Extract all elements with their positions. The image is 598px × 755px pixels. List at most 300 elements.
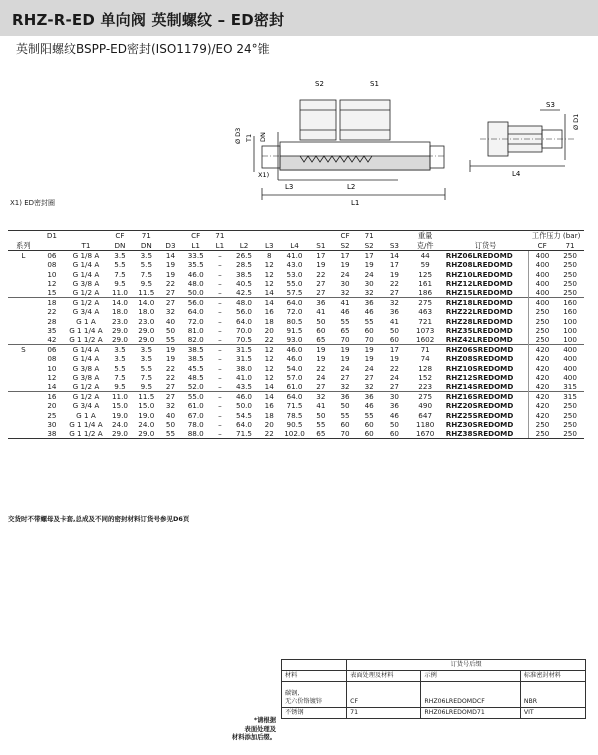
cell-s2-cf: 24	[340, 363, 350, 373]
cell-weight: 463	[418, 307, 433, 317]
col-order-no: 订货号	[443, 240, 529, 251]
cell-l1-71: –	[218, 288, 222, 298]
cell-s2-71: 60	[364, 419, 374, 429]
cell-t1: G 3/4 A	[72, 307, 100, 317]
cell-dn-71: 7.5	[140, 269, 153, 279]
cell-t1: G 1/2 A	[65, 298, 107, 308]
cell-d1: 35	[47, 325, 57, 335]
cell-s3: 36	[389, 307, 399, 317]
cell-weight: 490	[418, 401, 433, 411]
cell-s2-71: 70	[364, 335, 374, 345]
cell-pressure-cf: 250	[528, 307, 556, 316]
col-cf-l1-top: CF	[181, 231, 210, 241]
cell-l4: 78.5	[286, 410, 303, 420]
cell-l1-71: –	[218, 325, 222, 335]
cell-t1: G 1/4 A	[72, 269, 100, 279]
col-l1-71: L1	[210, 240, 230, 251]
cell-s1: 55	[316, 419, 326, 429]
col-l3: L3	[258, 240, 280, 251]
cell-d3: 50	[165, 419, 176, 429]
cell-weight: 1602	[416, 335, 435, 345]
cell-s1: 50	[316, 316, 326, 326]
label-s3: S3	[546, 101, 555, 109]
cell-l1-71: –	[210, 345, 230, 355]
cell-l1-cf: 38.5	[187, 354, 204, 364]
col-s2-71: S2	[357, 240, 381, 251]
cell-pressure-cf: 250	[528, 317, 556, 326]
col-cf-s2-top: CF	[333, 231, 357, 241]
cell-s2-cf: 24	[340, 269, 350, 279]
table-row	[8, 411, 584, 420]
cell-d3: 55	[159, 429, 181, 439]
cell-s1: 32	[309, 392, 333, 402]
cell-d1: 16	[39, 392, 65, 402]
label-x1: X1)	[258, 171, 270, 179]
cell-pressure-cf: 400	[528, 260, 556, 269]
cell-l1-71: –	[210, 298, 230, 308]
cell-t1: G 1/2 A	[72, 288, 100, 298]
cell-d3: 27	[159, 392, 181, 402]
cell-order-no: RHZ16SREDOMD	[443, 392, 529, 402]
cell-l3: 14	[258, 392, 280, 402]
cell-weight: 161	[418, 278, 433, 288]
cell-d3: 19	[165, 260, 176, 270]
cell-s1: 22	[316, 363, 326, 373]
cell-series	[8, 354, 39, 363]
cell-s2-71: 32	[364, 288, 374, 298]
cell-t1: G 1/8 A	[65, 251, 107, 261]
cell-s3: 41	[389, 316, 399, 326]
cell-l2: 56.0	[236, 307, 253, 317]
cell-s3: 17	[389, 260, 399, 270]
cell-pressure-cf: 420	[528, 364, 556, 373]
cell-weight: 44	[408, 251, 443, 261]
cell-l1-71: –	[218, 354, 222, 364]
cell-s2-cf: 36	[333, 392, 357, 402]
cell-s1: 41	[316, 401, 326, 411]
cell-s3: 19	[389, 269, 399, 279]
cell-l1-71: –	[218, 372, 222, 382]
cell-s1: 19	[309, 345, 333, 355]
cell-pressure-71: 160	[556, 298, 584, 308]
cell-s2-71: 32	[364, 382, 374, 392]
cell-s3: 60	[389, 335, 399, 345]
order-suffix-table	[281, 659, 586, 719]
cell-weight: 71	[408, 345, 443, 355]
cell-l2: 41.0	[236, 372, 253, 382]
order-header-material: 材料	[282, 671, 347, 682]
order-row-material: 不锈钢	[282, 708, 347, 719]
cell-order-no: RHZ12SREDOMD	[445, 372, 514, 382]
delivery-footnote: 交货时不带螺母及卡套,总成及不同的密封材料订货号参见D6页	[8, 515, 190, 523]
cell-s2-71: 17	[357, 251, 381, 261]
cell-weight: 1180	[416, 419, 435, 429]
cell-pressure-cf: 400	[528, 298, 556, 308]
cell-order-no: RHZ14SREDOMD	[445, 382, 514, 392]
table-row	[8, 345, 584, 355]
cell-pressure-cf: 400	[528, 270, 556, 279]
cell-weight: 186	[418, 288, 433, 298]
cell-s2-cf: 32	[340, 288, 350, 298]
cell-d3: 40	[165, 410, 176, 420]
cell-l1-cf: 46.0	[187, 269, 204, 279]
cell-l4: 46.0	[286, 354, 303, 364]
cell-d3: 22	[165, 278, 176, 288]
cell-l4: 90.5	[286, 419, 303, 429]
cell-s3: 36	[389, 401, 399, 411]
cell-dn-71: 23.0	[138, 316, 155, 326]
cell-pressure-cf: 250	[528, 326, 556, 335]
cell-pressure-71: 250	[556, 429, 584, 439]
cell-pressure-cf: 420	[528, 411, 556, 420]
order-row-example: RHZ06LREDOMD71	[421, 708, 520, 719]
cell-weight: 275	[408, 298, 443, 308]
cell-l4: 91.5	[286, 325, 303, 335]
cell-pressure-71: 400	[563, 372, 577, 382]
cell-l3: 12	[264, 354, 274, 364]
cell-s2-71: 36	[357, 392, 381, 402]
cell-s3: 46	[389, 410, 399, 420]
cell-d1: 22	[47, 307, 57, 317]
col-71-dn-top: 71	[133, 231, 159, 241]
cell-pressure-71: 400	[556, 345, 584, 355]
cell-dn-71: 29.0	[133, 429, 159, 439]
cell-l2: 48.0	[230, 298, 259, 308]
cell-pressure-71: 400	[563, 354, 577, 364]
cell-s1: 19	[316, 260, 326, 270]
cell-pressure-71: 100	[563, 335, 577, 345]
col-series: 系列	[8, 240, 39, 251]
cell-order-no: RHZ22LREDOMD	[445, 307, 513, 317]
cell-s2-cf: 19	[340, 354, 350, 364]
cell-pressure-71: 250	[563, 278, 577, 288]
cell-d1: 15	[47, 288, 57, 298]
cell-s3: 22	[389, 363, 399, 373]
cell-l4: 54.0	[286, 363, 303, 373]
cell-l1-cf: 55.0	[181, 392, 210, 402]
cell-order-no: RHZ10SREDOMD	[445, 363, 514, 373]
table-row	[8, 429, 584, 439]
cell-pressure-cf: 400	[528, 288, 556, 298]
cell-l2: 70.0	[236, 325, 253, 335]
order-row-seal: NBR	[520, 682, 585, 708]
order-row-example: RHZ06LREDOMDCF	[421, 682, 520, 708]
col-s2-cf: S2	[333, 240, 357, 251]
cell-series	[8, 307, 39, 316]
cell-pressure-71: 400	[563, 363, 577, 373]
cell-l4: 64.0	[280, 298, 309, 308]
col-s1: S1	[309, 240, 333, 251]
cell-d1: 12	[47, 278, 57, 288]
table-group	[8, 392, 584, 439]
cell-series	[8, 288, 39, 298]
cell-series	[8, 279, 39, 288]
cell-t1: G 1/4 A	[72, 260, 100, 270]
cell-dn-71: 3.5	[140, 354, 153, 364]
cell-l2: 46.0	[230, 392, 259, 402]
cell-l1-71: –	[210, 392, 230, 402]
cell-pressure-cf: 400	[528, 251, 556, 261]
cell-dn-cf: 14.0	[107, 298, 133, 308]
cell-t1: G 1 1/4 A	[69, 325, 103, 335]
cell-l1-71: –	[218, 382, 222, 392]
cell-l3: 20	[264, 419, 274, 429]
cell-d1: 14	[47, 382, 57, 392]
cell-series	[8, 392, 39, 402]
cell-t1: G 3/8 A	[72, 363, 100, 373]
cell-l3: 18	[264, 316, 274, 326]
cell-l3: 8	[258, 251, 280, 261]
cell-dn-71: 3.5	[133, 345, 159, 355]
cell-s1: 65	[316, 335, 326, 345]
cell-l3: 12	[264, 269, 274, 279]
cell-dn-cf: 11.0	[111, 288, 128, 298]
cell-t1: G 1/2 A	[65, 392, 107, 402]
cell-pressure-71: 100	[563, 316, 577, 326]
cell-s2-cf: 70	[340, 335, 350, 345]
cell-series	[8, 335, 39, 345]
cell-s3: 22	[389, 278, 399, 288]
col-l4: L4	[280, 240, 309, 251]
cell-l1-cf: 50.0	[187, 288, 204, 298]
cell-pressure-71: 250	[563, 288, 577, 298]
col-weight-top: 重量	[408, 231, 443, 241]
cell-s2-71: 19	[364, 260, 374, 270]
cell-s3: 19	[389, 354, 399, 364]
col-pressure-cf: CF	[528, 240, 556, 251]
col-cf-dn-top: CF	[107, 231, 133, 241]
technical-drawing	[0, 60, 598, 210]
cell-pressure-71: 250	[556, 251, 584, 261]
cell-order-no: RHZ42LREDOMD	[445, 335, 513, 345]
label-d3: Ø D3	[234, 127, 242, 144]
cell-weight: 721	[418, 316, 433, 326]
cell-l1-cf: 52.0	[187, 382, 204, 392]
cell-series	[8, 317, 39, 326]
cell-dn-cf: 5.5	[114, 260, 126, 270]
cell-l2: 50.0	[236, 401, 253, 411]
table-row	[8, 260, 584, 269]
cell-l1-cf: 48.0	[187, 278, 204, 288]
cell-s2-71: 36	[357, 298, 381, 308]
label-s1: S1	[370, 80, 379, 88]
cell-l1-cf: 88.0	[181, 429, 210, 439]
cell-d3: 22	[165, 363, 176, 373]
cell-dn-71: 24.0	[138, 419, 155, 429]
cell-order-no: RHZ30SREDOMD	[445, 419, 514, 429]
cell-l4: 93.0	[286, 335, 303, 345]
cell-s1: 65	[309, 429, 333, 439]
table-group	[8, 345, 584, 392]
cell-dn-71: 14.0	[133, 298, 159, 308]
cell-pressure-cf: 250	[528, 335, 556, 345]
cell-dn-cf: 29.0	[107, 429, 133, 439]
label-t1: T1	[245, 133, 253, 142]
table-row	[8, 392, 584, 402]
cell-dn-71: 19.0	[138, 410, 155, 420]
cell-l3: 20	[264, 325, 274, 335]
cell-order-no: RHZ08SREDOMD	[445, 354, 514, 364]
cell-t1: G 1 1/2 A	[69, 335, 103, 345]
cell-dn-cf: 7.5	[114, 269, 126, 279]
order-header-surface: 表面处理及材料	[347, 671, 421, 682]
cell-d3: 40	[165, 316, 176, 326]
cell-dn-71: 5.5	[140, 363, 153, 373]
cell-s2-cf: 55	[340, 316, 350, 326]
cell-s3: 30	[381, 392, 407, 402]
cell-l2: 71.5	[230, 429, 259, 439]
cell-l1-cf: 38.5	[181, 345, 210, 355]
cell-series	[8, 326, 39, 335]
cell-l4: 57.0	[286, 372, 303, 382]
order-row-material: 碳钢, 无六价铬镀锌	[282, 682, 347, 708]
cell-s3: 24	[389, 372, 399, 382]
cell-t1: G 3/8 A	[72, 372, 100, 382]
cell-s2-71: 27	[364, 372, 374, 382]
cell-d1: 28	[47, 316, 57, 326]
cell-d1: 30	[47, 419, 57, 429]
cell-l1-cf: 72.0	[187, 316, 204, 326]
table-row	[8, 326, 584, 335]
cell-l1-71: –	[218, 269, 222, 279]
cell-weight: 647	[418, 410, 433, 420]
cell-d3: 27	[165, 288, 176, 298]
col-d1: D1	[39, 231, 65, 241]
cell-dn-cf: 5.5	[114, 363, 126, 373]
cell-order-no: RHZ28LREDOMD	[445, 316, 513, 326]
cell-d3: 32	[165, 307, 176, 317]
cell-t1: G 3/8 A	[72, 278, 100, 288]
cell-s2-71: 46	[364, 401, 374, 411]
col-d3: D3	[159, 240, 181, 251]
cell-s2-71: 55	[364, 410, 374, 420]
cell-weight: 125	[418, 269, 433, 279]
cell-l1-cf: 81.0	[187, 325, 204, 335]
cell-l4: 46.0	[280, 345, 309, 355]
cell-s1: 27	[316, 288, 326, 298]
cell-weight: 128	[418, 363, 433, 373]
cell-l1-cf: 64.0	[187, 307, 204, 317]
cell-s2-cf: 32	[340, 382, 350, 392]
cell-dn-cf: 29.0	[111, 335, 128, 345]
cell-l2: 54.5	[236, 410, 253, 420]
cell-l1-cf: 56.0	[181, 298, 210, 308]
cell-pressure-71: 160	[563, 307, 577, 317]
cell-series	[8, 401, 39, 410]
cell-d1: 10	[47, 269, 57, 279]
cell-l2: 70.5	[236, 335, 253, 345]
cell-pressure-71: 250	[563, 410, 577, 420]
col-s3: S3	[381, 240, 407, 251]
cell-d3: 14	[159, 251, 181, 261]
order-row-surface: CF	[347, 682, 421, 708]
cell-dn-71: 29.0	[138, 325, 155, 335]
cell-l3: 12	[264, 363, 274, 373]
table-row	[8, 307, 584, 316]
cell-l1-cf: 33.5	[181, 251, 210, 261]
cell-l4: 43.0	[286, 260, 303, 270]
cell-pressure-71: 100	[563, 325, 577, 335]
cell-weight: 1073	[416, 325, 435, 335]
cell-s2-71: 60	[357, 429, 381, 439]
cell-l1-71: –	[218, 316, 222, 326]
cell-l1-71: –	[210, 251, 230, 261]
table-group	[8, 298, 584, 345]
cell-pressure-cf: 420	[528, 382, 556, 392]
cell-dn-71: 18.0	[138, 307, 155, 317]
cell-l3: 12	[264, 278, 274, 288]
cell-s2-cf: 19	[340, 260, 350, 270]
cell-dn-cf: 9.5	[114, 382, 126, 392]
cell-dn-71: 9.5	[140, 382, 153, 392]
cell-series	[8, 411, 39, 420]
cell-l1-cf: 61.0	[187, 401, 204, 411]
table-row	[8, 354, 584, 363]
cell-s1: 19	[316, 354, 326, 364]
cell-d1: 06	[39, 345, 65, 355]
cell-d1: 08	[47, 260, 57, 270]
cell-dn-cf: 15.0	[111, 401, 128, 411]
cell-d1: 20	[47, 401, 57, 411]
cell-pressure-71: 250	[563, 419, 577, 429]
cell-d3: 32	[165, 401, 176, 411]
cell-s1: 24	[316, 372, 326, 382]
cell-l2: 28.5	[236, 260, 253, 270]
table-row	[8, 279, 584, 288]
cell-d1: 12	[47, 372, 57, 382]
cell-s3: 27	[389, 288, 399, 298]
cell-l4: 64.0	[280, 392, 309, 402]
cell-dn-71: 7.5	[140, 372, 153, 382]
table-row	[8, 317, 584, 326]
col-l2: L2	[230, 240, 259, 251]
cell-d1: 38	[39, 429, 65, 439]
cell-t1: G 1/2 A	[72, 382, 100, 392]
label-d1: Ø D1	[572, 113, 580, 130]
cell-l1-71: –	[218, 278, 222, 288]
cell-l4: 41.0	[280, 251, 309, 261]
cell-s3: 14	[381, 251, 407, 261]
cell-l2: 40.5	[236, 278, 253, 288]
cell-dn-71: 11.5	[138, 288, 155, 298]
col-l1-cf: L1	[181, 240, 210, 251]
cell-s2-cf: 55	[340, 410, 350, 420]
subtitle: 英制阳螺纹BSPP-ED密封(ISO1179)/EO 24°锥	[16, 42, 270, 56]
cell-l3: 18	[264, 410, 274, 420]
cell-weight: 1670	[408, 429, 443, 439]
cell-s3: 50	[389, 419, 399, 429]
cell-series	[8, 270, 39, 279]
table-row	[8, 335, 584, 345]
cell-series	[8, 364, 39, 373]
cell-l1-71: –	[218, 410, 222, 420]
cell-s1: 27	[316, 382, 326, 392]
table-row	[8, 373, 584, 382]
cell-order-no: RHZ06LREDOMD	[443, 251, 529, 261]
order-row-seal: VIT	[520, 708, 585, 719]
cell-dn-cf: 18.0	[111, 307, 128, 317]
cell-s2-71: 24	[364, 269, 374, 279]
cell-s2-71: 55	[364, 316, 374, 326]
cell-l4: 57.5	[286, 288, 303, 298]
order-suffix-caption: 订货号后缀	[347, 660, 586, 671]
cell-d1: 42	[47, 335, 57, 345]
cell-order-no: RHZ18LREDOMD	[443, 298, 529, 308]
cell-s1: 36	[309, 298, 333, 308]
cell-l3: 14	[264, 382, 274, 392]
cell-series: S	[8, 345, 39, 355]
cell-s1: 60	[316, 325, 326, 335]
